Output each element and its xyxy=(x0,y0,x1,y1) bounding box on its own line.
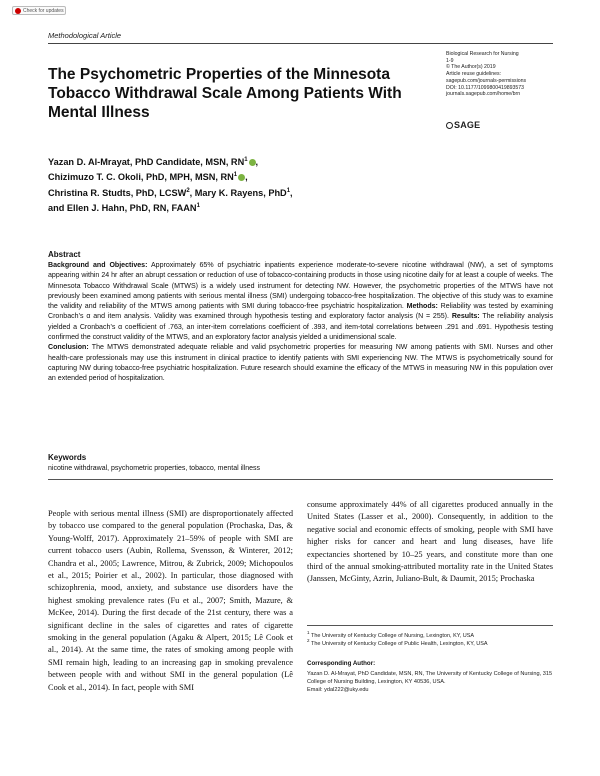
body-column-left: People with serious mental illness (SMI) are disproportionately affected by tobacco use compared to the general population (Prochaska, Das, & Young-Wolff, 2017). Approximately 21–59% of people with SMI are current tobacco users (Aubin, Rollema, Svensson, & Winterer, 2012; Chandra et al., 2005; Lawrence, Mitrou, & Zubrick, 2009; Michopoulos et al., 2015; Poirier et al., 2002). In particular, those diagnosed with schizophrenia, mood, anxiety, and substance use disorders have the highest smoking prevalence rates (Fu et al., 2007; Smith, Mazure, & McKee, 2014). During the first decade of the 21st century, there was a significant decline in the sales of cigarettes and rates of cigarette smoking in the general population (Agaku & Alpert, 2015; Lê Cook et al., 2014). At the same time, the rates of smoking among people with SMI remain high, leading to an increasing gap in smoking prevalence between people with and without SMI in the general population (Lê Cook et al., 2014). In fact, people with SMI xyxy=(48,509,293,692)
footnote-2 xyxy=(307,640,555,648)
author-2: Chizimuzo T. C. Okoli, PhD, MPH, MSN, RN xyxy=(48,172,234,183)
journal-info xyxy=(446,51,556,98)
abstract-methods-text: Reliability was tested by examining Cronbach’s α and item analysis. Validity was examined through hypothesis testing and exploratory factor analysis (N = 255). xyxy=(48,303,553,321)
author-3-affil: 2 xyxy=(186,187,190,194)
publisher-name: SAGE xyxy=(454,120,481,130)
check-for-updates-badge[interactable] xyxy=(12,6,66,15)
abstract-rule xyxy=(48,479,553,480)
footnote-rule xyxy=(307,625,553,626)
author-1-affil: 1 xyxy=(244,156,248,163)
abstract-background-text: Approximately 65% of psychiatric inpatients experience moderate-to-severe nicotine withdrawal (NW), a set of symptoms appearing within 24 hr after an abrupt cessation or reduction of use of tobacco-containing products in those using nicotine daily for at least a couple of weeks. The Minnesota Tobacco Withdrawal Scale (MTWS) is a widely used instrument for detecting NW. However, the psychometric properties of the MTWS have not previously been examined among patients with serious mental illness (SMI) undergoing tobacco-free hospitalization. The objective of this study was to examine the validity and reliability of the MTWS among patients with SMI during tobacco-free psychiatric hospitalization. xyxy=(48,262,553,311)
journal-name: Biological Research for Nursing xyxy=(446,51,519,57)
author-4-affil: 1 xyxy=(286,187,291,194)
header-rule xyxy=(48,43,553,44)
doi[interactable]: DOI: 10.1177/1099800419893573 xyxy=(446,84,525,91)
author-1: Yazan D. Al-Mrayat, PhD Candidate, MSN, RN xyxy=(48,157,245,167)
abstract-methods-label: Methods: xyxy=(406,303,438,311)
journal-home-link[interactable]: journals.sagepub.com/home/brn xyxy=(446,91,521,98)
corresponding-author-email[interactable]: Email: ydal222@uky.edu xyxy=(307,687,369,693)
author-2-affil: 1 xyxy=(233,172,238,179)
abstract-conclusion-text: The MTWS demonstrated adequate reliable and valid psychometric properties for measuring NW among patients with SMI. Nurses and other health-care professionals may use this instrument in clinical practice to identify patients with SMI experiencing NW. The MTWS is psychometrically sound for capturing NW during tobacco-free psychiatric hospitalization. Future research should examine the efficacy of the MTWS in measuring NW in this population over an extended period of hospitalization. xyxy=(48,344,553,383)
footnote-1-mark: 1 xyxy=(307,630,310,636)
copyright: © The Author(s) 2019 xyxy=(446,64,496,71)
footnote-1 xyxy=(307,632,555,640)
badge-label: Check for updates xyxy=(23,8,64,14)
footnote-2-text: The University of Kentucky College of Public Health, Lexington, KY, USA xyxy=(310,641,488,647)
corresponding-author-text: Yazan D. Al-Mrayat, PhD Candidate, MSN, RN, The University of Kentucky College of Nursing, 315 College of Nursing Building, Lexington, KY 40536, USA. xyxy=(307,671,553,685)
section-label: Methodological Article xyxy=(48,31,122,40)
author-3: Christina R. Studts, PhD, LCSW xyxy=(48,187,187,198)
author-list: Yazan D. Al-Mrayat, PhD Candidate, MSN, $RN^1$ , Chizimuzo T. C. Okoli, PhD, MPH, MSN, $RN^1$ , Christina R. Studts, PhD, LCSW$^2$, Mary K. Rayens, PhD$^1$, and Ellen J. Hahn, PhD, RN, FAAN$^1$ xyxy=(48,156,293,213)
abstract-heading: Abstract xyxy=(48,250,81,259)
journal-pages: 1-9 xyxy=(446,57,454,64)
author-5: and Ellen J. Hahn, PhD, RN, FAAN xyxy=(48,202,197,213)
keywords-heading: Keywords xyxy=(48,453,87,462)
orcid-icon[interactable] xyxy=(249,159,256,166)
abstract-conclusion-label: Conclusion: xyxy=(48,344,89,352)
update-icon xyxy=(15,8,21,14)
sage-logo-icon xyxy=(446,122,453,129)
footnote-1-text: The University of Kentucky College of Nursing, Lexington, KY, USA xyxy=(310,633,475,639)
keywords-list: nicotine withdrawal, psychometric properties, tobacco, mental illness xyxy=(48,465,261,472)
permissions-link[interactable]: sagepub.com/journals-permissions xyxy=(446,77,527,84)
author-4: Mary K. Rayens, PhD xyxy=(194,187,287,198)
reuse-label: Article reuse guidelines: xyxy=(446,71,502,78)
abstract-background-label: Background and Objectives: xyxy=(48,262,148,269)
abstract-results-text: The reliability analysis yielded a Cronbach’s α coefficient of .763, an inter-item correlations coefficient of .393, and item-total correlations between .291 and .691. Hypothesis testing confirmed the construct validity of the MTWS, and an exploratory factor analysis yielded a unidimensional scale. xyxy=(48,313,553,342)
abstract-results-label: Results: xyxy=(451,313,480,321)
article-title: The Psychometric Properties of the Minnesota Tobacco Withdrawal Scale Among Patients With Mental Illness xyxy=(48,66,402,121)
corresponding-author xyxy=(307,670,553,694)
corresponding-author-heading: Corresponding Author: xyxy=(307,660,376,667)
author-5-affil: 1 xyxy=(196,202,200,209)
publisher-logo xyxy=(446,120,480,130)
orcid-icon[interactable] xyxy=(238,174,245,181)
body-column-right: consume approximately 44% of all cigarettes produced annually in the United States (Lasser et al., 2000). Consequently, in addition to the negative social and economic effects of smoking, people with SMI have higher risks for cancer and heart and lung diseases, have life expectancies shortened by 10–25 years, and constitute more than one third of the annual smoking-attributed mortality rate in the United States (Janssen, McGinty, Azrin, Juliano-Bult, & Daumit, 2015; Prochaska xyxy=(307,500,553,584)
abstract-body xyxy=(48,261,553,385)
footnote-2-mark: 2 xyxy=(307,638,310,644)
